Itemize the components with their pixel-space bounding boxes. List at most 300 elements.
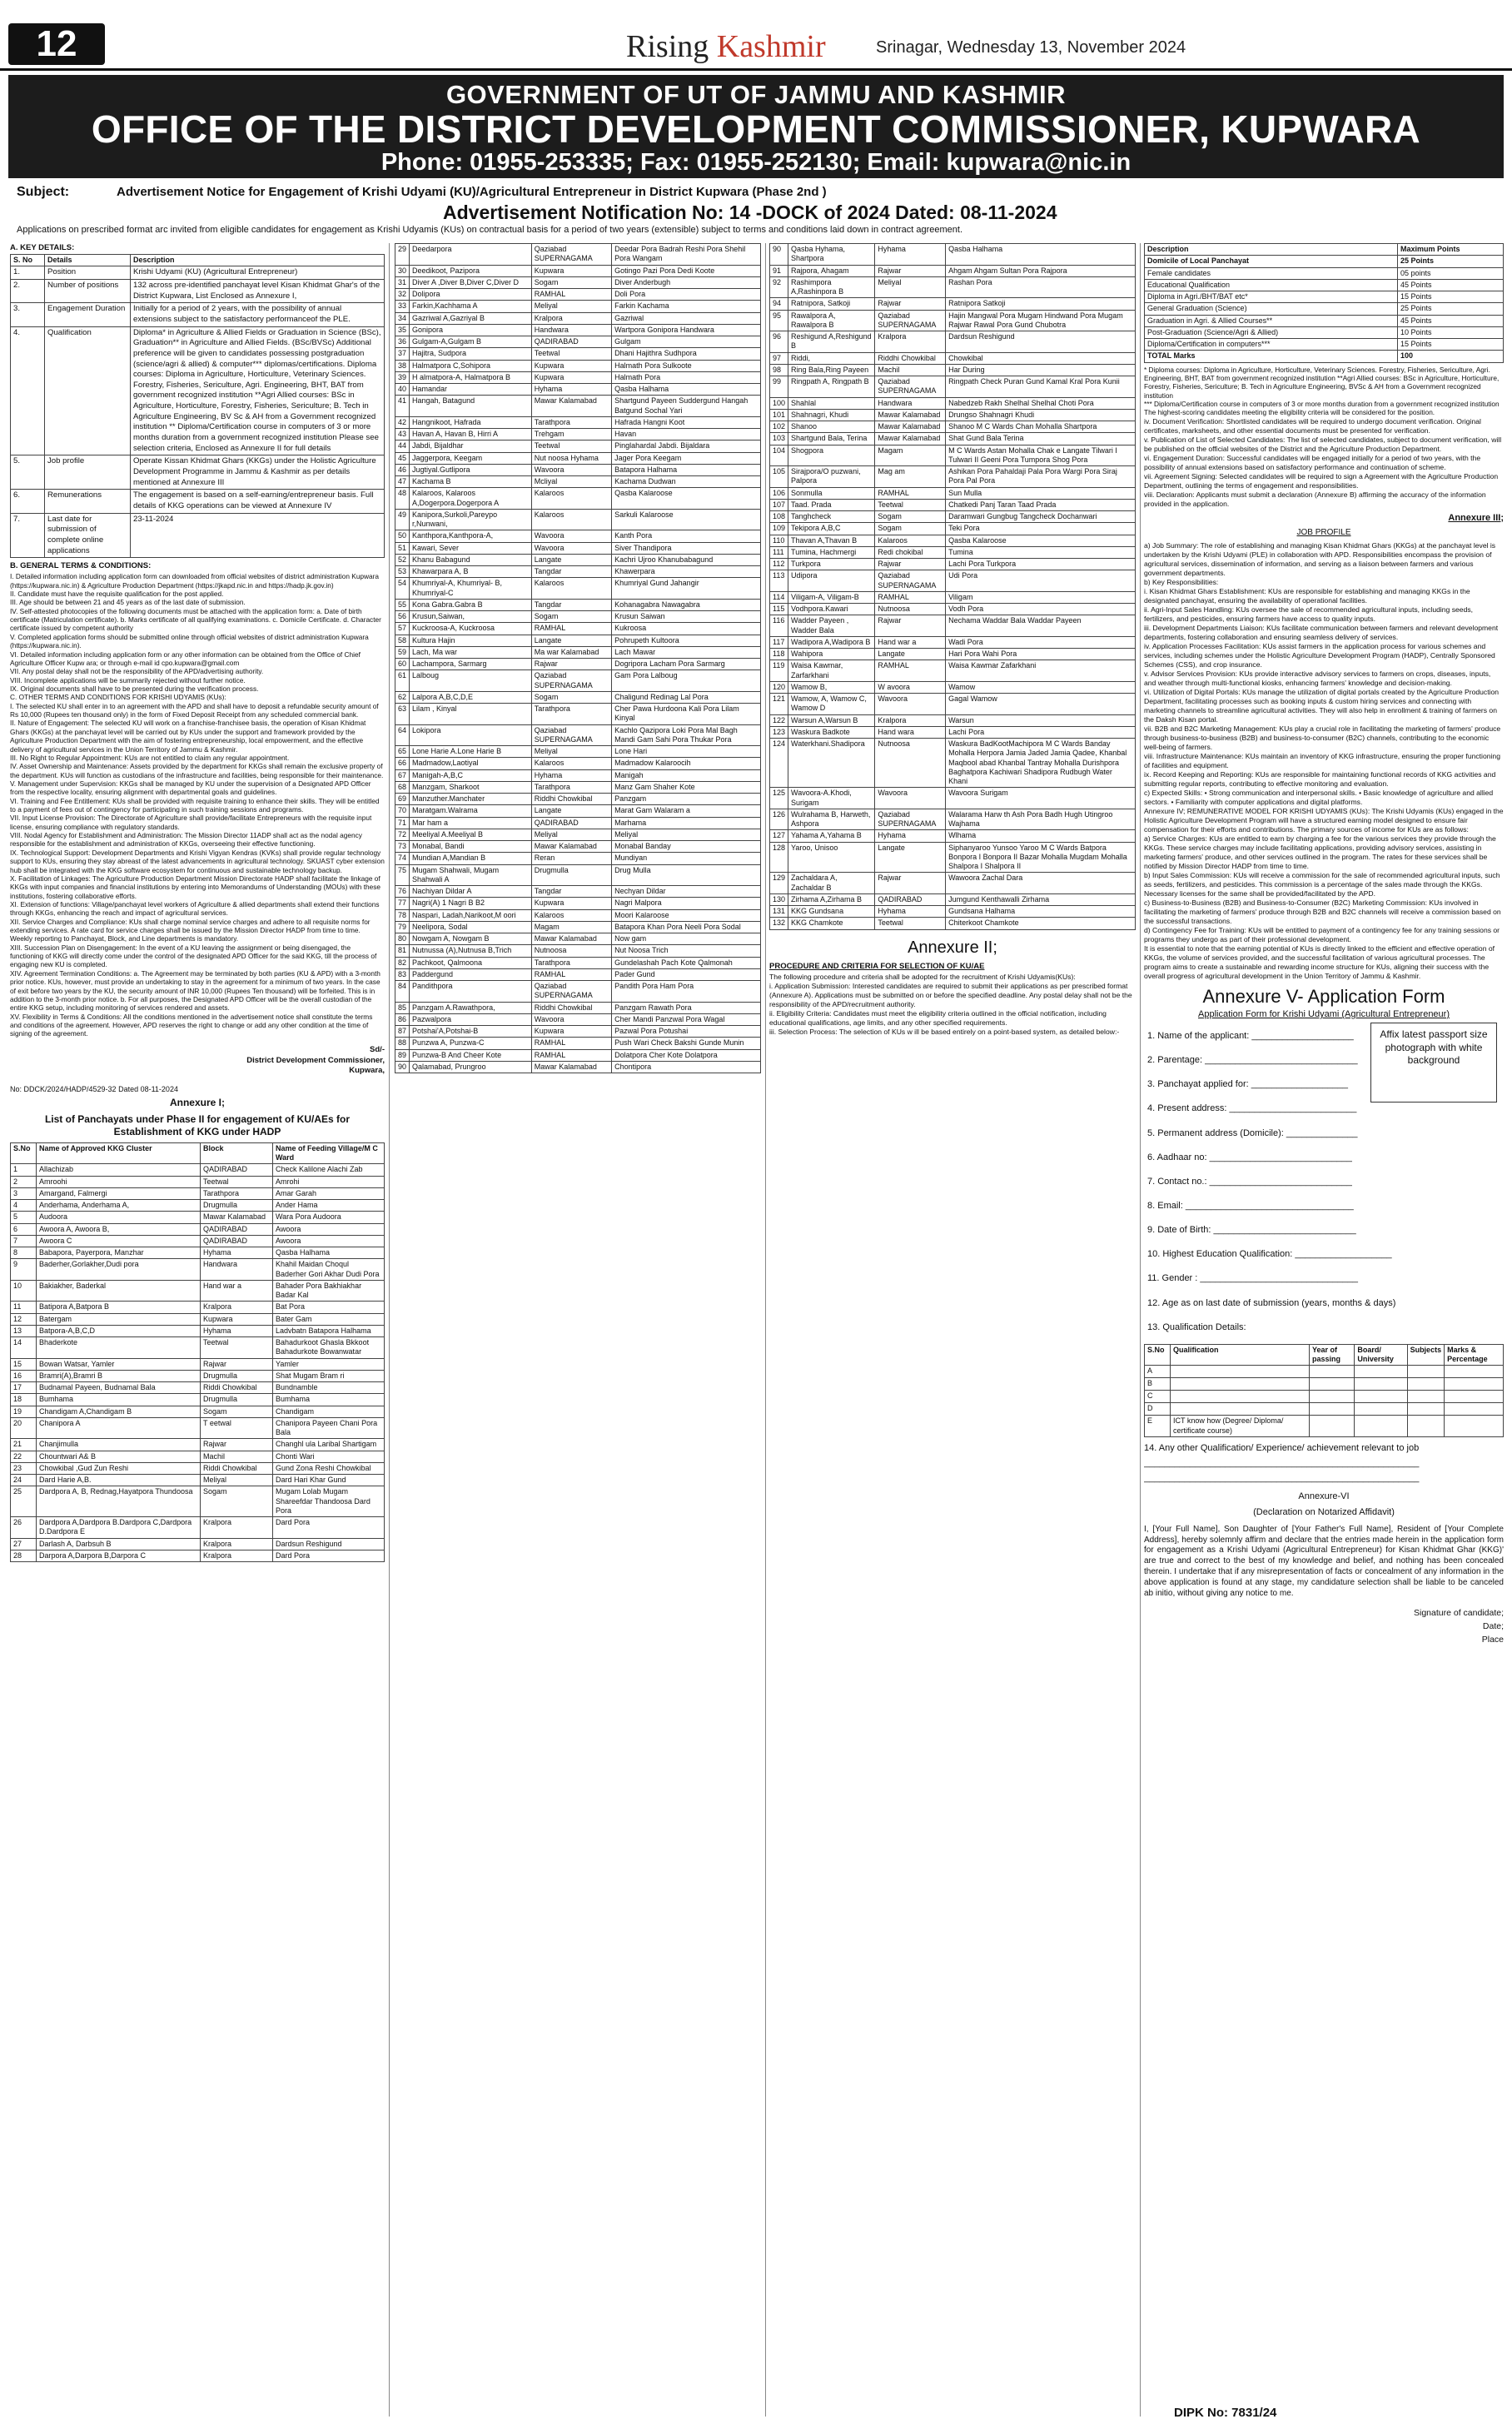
table-cell: 27 bbox=[11, 1538, 37, 1550]
table-cell: Mar ham a bbox=[410, 817, 532, 829]
table-cell: Hyhama bbox=[531, 769, 611, 781]
table-cell: Kawari, Sever bbox=[410, 542, 532, 554]
table-cell bbox=[1355, 1378, 1407, 1391]
terms-item: VII. Input License Provision: The Directorate of Agriculture shall provide/facilitate Entrepreneurs with the requisite input license, ensuring compliance with regulatory standards. bbox=[10, 814, 372, 831]
points-row bbox=[1145, 291, 1504, 303]
table-cell: Rajwar bbox=[201, 1439, 273, 1451]
table-cell: 34 bbox=[395, 312, 410, 324]
key-details-row bbox=[11, 513, 385, 558]
table-cell: 42 bbox=[395, 416, 410, 428]
table-cell: 72 bbox=[395, 829, 410, 840]
table-cell: 109 bbox=[770, 523, 788, 535]
table-cell: 45 Points bbox=[1398, 315, 1504, 326]
table-row bbox=[770, 310, 1136, 331]
table-cell: Langate bbox=[531, 805, 611, 817]
table-cell: Halmatpora C,Sohipora bbox=[410, 360, 532, 371]
table-row bbox=[395, 384, 761, 396]
table-row bbox=[395, 301, 761, 312]
table-cell: 47 bbox=[395, 476, 410, 488]
table-cell: 77 bbox=[395, 898, 410, 909]
table-row bbox=[770, 535, 1136, 546]
table-cell: Mawar Kalamabad bbox=[531, 933, 611, 945]
table-cell: Kupwara bbox=[531, 898, 611, 909]
table-cell: Deedarpora bbox=[410, 244, 532, 266]
key-details-row bbox=[11, 455, 385, 490]
table-cell: Wadipora A,Wadipora B bbox=[788, 636, 875, 648]
table-row bbox=[11, 1486, 385, 1517]
table-cell: Tekipora A,B,C bbox=[788, 523, 875, 535]
table-row bbox=[395, 476, 761, 488]
table-cell: Chanipora A bbox=[37, 1417, 201, 1439]
table-cell: Batipora A,Batpora B bbox=[37, 1302, 201, 1313]
table-row bbox=[395, 1026, 761, 1038]
table-cell: 4. bbox=[11, 326, 45, 455]
points-row bbox=[1145, 256, 1504, 267]
table-cell: Batpora-A,B,C,D bbox=[37, 1325, 201, 1336]
table-cell: Awoora A, Awoora B, bbox=[37, 1223, 201, 1235]
job-profile-item: iii. Development Departments Liaison: KUs facilitate communication between farmers and relevant development departments, fostering collaboration and ensuring seamless delivery of services. bbox=[1144, 623, 1499, 641]
table-cell: Chanipora Payeen Chani Pora Bala bbox=[273, 1417, 385, 1439]
table-row bbox=[11, 1517, 385, 1539]
table-cell: Female candidates bbox=[1145, 267, 1398, 279]
table-cell: 86 bbox=[395, 1013, 410, 1025]
table-row bbox=[770, 511, 1136, 523]
table-cell: Farkin,Kachhama A bbox=[410, 301, 532, 312]
table-cell: Rajwar bbox=[875, 615, 946, 637]
table-cell: Chanjimulla bbox=[37, 1439, 201, 1451]
table-cell: Bowan Watsar, Yamler bbox=[37, 1358, 201, 1370]
table-cell: Riddi, bbox=[788, 352, 875, 364]
table-cell: Jabdi, Bijaldhar bbox=[410, 441, 532, 452]
table-cell: Kanthpora,Kanthpora-A, bbox=[410, 530, 532, 542]
job-profile-item: i. Kisan Khidmat Ghars Establishment: KUs are responsible for establishing and managing KKGs in the designated panchayat, ensuring the availability of operational facilities. bbox=[1144, 586, 1470, 605]
table-cell: Manz Gam Shaher Kote bbox=[612, 781, 761, 793]
table-cell: Sarkuli Kalaroose bbox=[612, 509, 761, 530]
table-cell: Dardsun Reshigund bbox=[946, 331, 1136, 353]
table-cell: Potshai'A,Potshai-B bbox=[410, 1026, 532, 1038]
table-cell: 11 bbox=[11, 1302, 37, 1313]
job-profile-item: v. Advisor Services Provision: KUs provide interactive advisory services to farmers on crops, diseases, inputs, and weather through multi-functional kiosks, enhancing farmers' knowledge and decision-making. bbox=[1144, 669, 1491, 687]
table-cell: Shat Mugam Bram ri bbox=[273, 1370, 385, 1381]
table-cell: Kuckroosa-A, Kuckroosa bbox=[410, 623, 532, 635]
table-cell bbox=[1407, 1366, 1445, 1378]
table-cell: 128 bbox=[770, 842, 788, 873]
table-cell: Havan bbox=[612, 429, 761, 441]
table-cell: E bbox=[1145, 1416, 1171, 1437]
table-cell: 65 bbox=[395, 746, 410, 758]
table-cell: Meliyal bbox=[531, 746, 611, 758]
table-cell: Now gam bbox=[612, 933, 761, 945]
table-cell: Rajwar bbox=[531, 659, 611, 670]
qualification-row bbox=[1145, 1366, 1504, 1378]
table-cell: Mawar Kalamabad bbox=[531, 396, 611, 417]
table-cell: Diploma in Agri./BHT/BAT etc* bbox=[1145, 291, 1398, 303]
table-cell: Yaroo, Unisoo bbox=[788, 842, 875, 873]
table-cell: 56 bbox=[395, 611, 410, 623]
application-form bbox=[1144, 986, 1504, 1647]
table-cell: Vodhpora.Kawari bbox=[788, 604, 875, 615]
table-cell: Khahil Maidan Choqul Baderher Gori Akhar Dudi Pora bbox=[273, 1259, 385, 1281]
table-cell: 132 bbox=[770, 918, 788, 929]
table-cell: Shahlal bbox=[788, 397, 875, 409]
table-cell: Chandigam bbox=[273, 1406, 385, 1417]
table-cell: Hand war a bbox=[875, 636, 946, 648]
table-cell: QADIRABAD bbox=[875, 893, 946, 905]
table-cell: Langate bbox=[875, 649, 946, 660]
table-cell: Darpora A,Darpora B,Darpora C bbox=[37, 1550, 201, 1561]
table-cell: M C Wards Astan Mohalla Chak e Langate Tilwari I Tulwari II Geeni Pora Tumpora Shog Pora bbox=[946, 445, 1136, 466]
table-cell: Last date for submission of complete online applications bbox=[45, 513, 131, 558]
table-cell: 92 bbox=[770, 276, 788, 298]
table-cell: Mundiyan bbox=[612, 853, 761, 864]
table-cell: 57 bbox=[395, 623, 410, 635]
table-cell: QADIRABAD bbox=[531, 817, 611, 829]
table-cell: Graduation in Agri. & Allied Courses** bbox=[1145, 315, 1398, 326]
table-row bbox=[11, 1382, 385, 1394]
table-cell: Meliyal bbox=[531, 829, 611, 840]
terms-title: B. GENERAL TERMS & CONDITIONS: bbox=[10, 561, 152, 571]
table-row bbox=[11, 1313, 385, 1325]
table-cell bbox=[1355, 1416, 1407, 1437]
table-cell: Meliyal bbox=[201, 1475, 273, 1486]
table-cell: Wulrahama B, Harweth, Ashpora bbox=[788, 809, 875, 830]
table-cell: Qasba Kalaroose bbox=[946, 535, 1136, 546]
table-cell: 100 bbox=[1398, 351, 1504, 362]
table-cell: 38 bbox=[395, 360, 410, 371]
table-row bbox=[770, 591, 1136, 603]
table-cell: ICT know how (Degree/ Diploma/ certificate course) bbox=[1171, 1416, 1310, 1437]
terms-item: V. Management under Supervision: KKGs shall be managed by KU under the supervision of a Designated APD Officer from the respective locality, ensuring alignment with departmental goals and guidelines. bbox=[10, 779, 371, 797]
table-row bbox=[395, 312, 761, 324]
selection-step: iv. Document Verification: Shortlisted candidates will be required to undergo document verification. Original certificates, marksheets, and other essential documents must be presented for verification. bbox=[1144, 416, 1481, 435]
table-row bbox=[770, 842, 1136, 873]
table-cell: Kalaroos bbox=[531, 509, 611, 530]
table-cell: Initially for a period of 2 years, with the possibility of annual extensions subject to the satisfactory performanceof the PLE. bbox=[131, 303, 385, 326]
table-cell: 17 bbox=[11, 1382, 37, 1394]
table-cell: Viligam-A, Viligam-B bbox=[788, 591, 875, 603]
table-cell: 25 Points bbox=[1398, 256, 1504, 267]
column-divider bbox=[1140, 243, 1141, 2417]
table-row bbox=[770, 918, 1136, 929]
table-cell: Kultura Hajin bbox=[410, 635, 532, 646]
table-row bbox=[395, 817, 761, 829]
table-cell: 54 bbox=[395, 578, 410, 600]
table-cell: Shogpora bbox=[788, 445, 875, 466]
table-cell: Kalaroos bbox=[531, 758, 611, 769]
table-row bbox=[395, 704, 761, 725]
table-row bbox=[395, 416, 761, 428]
table-cell: Tangdar bbox=[531, 886, 611, 898]
table-row bbox=[395, 289, 761, 301]
table-cell: Hyhama bbox=[875, 906, 946, 918]
table-cell: 101 bbox=[770, 409, 788, 421]
table-cell: Number of positions bbox=[45, 279, 131, 302]
table-cell: Kralpora bbox=[201, 1538, 273, 1550]
table-cell: Hyhama bbox=[875, 244, 946, 266]
table-cell: Waskura Badkote bbox=[788, 726, 875, 738]
table-cell: 87 bbox=[395, 1026, 410, 1038]
table-cell: Nut Noosa Trich bbox=[612, 945, 761, 957]
table-cell: RAMHAL bbox=[531, 968, 611, 980]
table-cell bbox=[1355, 1391, 1407, 1403]
table-row bbox=[770, 409, 1136, 421]
table-cell: 33 bbox=[395, 301, 410, 312]
table-cell: Mugam Shahwali, Mugam Shahwali A bbox=[410, 864, 532, 886]
table-cell: 35 bbox=[395, 324, 410, 336]
job-profile-item: b) Key Responsibilities: bbox=[1144, 577, 1219, 586]
table-cell: Mag am bbox=[875, 466, 946, 488]
table-cell: Kukroosa bbox=[612, 623, 761, 635]
table-cell: 74 bbox=[395, 853, 410, 864]
table-row bbox=[395, 324, 761, 336]
table-cell bbox=[1310, 1391, 1355, 1403]
table-row bbox=[395, 1061, 761, 1073]
table-row bbox=[11, 1550, 385, 1561]
terms-item: XII. Service Charges and Compliance: KUs shall charge nominal service charges and adhere to all requisite norms for extending services. A rate card for service charges shall be issued by the Mission Director HADP from time to time. Weekly reporting to Panchayat, Block, and Line departments is mandatory. bbox=[10, 917, 371, 943]
table-cell: Waisa Kawmar Zafarkhani bbox=[946, 660, 1136, 682]
table-cell: Mugam Lolab Mugam Shareefdar Thandoosa Dard Pora bbox=[273, 1486, 385, 1517]
table-cell: Sogam bbox=[875, 523, 946, 535]
points-header bbox=[1145, 244, 1504, 256]
table-cell: 71 bbox=[395, 817, 410, 829]
job-profile-item: c) Expected Skills: • Strong communication and interpersonal skills. • Basic knowledge of agriculture and allied sectors. • Familiarity with computer applications and digital platforms. bbox=[1144, 788, 1494, 806]
table-row bbox=[11, 1164, 385, 1176]
table-cell: Qaziabad SUPERNAGAMA bbox=[531, 244, 611, 266]
table-cell: Shanoo bbox=[788, 421, 875, 433]
table-cell: Awoora bbox=[273, 1223, 385, 1235]
table-cell: Meliyal bbox=[531, 301, 611, 312]
table-cell: Neelipora, Sodal bbox=[410, 921, 532, 933]
table-row bbox=[395, 441, 761, 452]
table-cell: Kralpora bbox=[201, 1550, 273, 1561]
table-cell: Wavoora bbox=[531, 464, 611, 475]
table-row bbox=[395, 578, 761, 600]
job-profile-item: vi. Utilization of Digital Portals: KUs manage the utilization of digital portals created by the Agriculture Production Department, facilitating processes such as booking inputs & custom hiring services and connecting with marketing channels to streamline agricultural activities. They will also help in enrollment & training of farmers on the Daksh Kisan portal. bbox=[1144, 687, 1500, 724]
table-cell: Lilam , Kinyal bbox=[410, 704, 532, 725]
table-row bbox=[11, 1394, 385, 1406]
table-cell: 1. bbox=[11, 266, 45, 280]
table-cell: Cher Mandi Panzwal Pora Wagal bbox=[612, 1013, 761, 1025]
table-cell: 94 bbox=[770, 298, 788, 310]
table-row bbox=[11, 1538, 385, 1550]
table-cell: 30 bbox=[395, 265, 410, 276]
annexure-1-title: Annexure I; bbox=[169, 1097, 225, 1109]
table-cell: Teetwal bbox=[531, 441, 611, 452]
table-cell: Dard Harie A,B. bbox=[37, 1475, 201, 1486]
table-cell: 114 bbox=[770, 591, 788, 603]
table-row bbox=[11, 1187, 385, 1199]
table-row bbox=[395, 530, 761, 542]
candidate-signature bbox=[1144, 1607, 1504, 1646]
terms-item: IX. Technological Support: Development Departments and Krishi Vigyan Kendras (KVKs) shall provide regular technology support to KUs, ensuring they stay abreast of the latest advancements in agricultural technology. SKUAST cyber extension hub shall be integrated with the KKG software ecosystem for continuous and sustainable technology backup. bbox=[10, 848, 385, 874]
table-cell: Yahama A,Yahama B bbox=[788, 830, 875, 842]
terms-item: II. Candidate must have the requisite qualification for the post applied. bbox=[10, 590, 224, 599]
table-cell: 113 bbox=[770, 570, 788, 592]
table-cell: Dardsun Reshigund bbox=[273, 1538, 385, 1550]
table-cell: Tarathpora bbox=[201, 1187, 273, 1199]
table-cell: Sonmulla bbox=[788, 487, 875, 499]
table-cell: 103 bbox=[770, 433, 788, 445]
table-cell: 126 bbox=[770, 809, 788, 830]
table-row bbox=[395, 554, 761, 565]
table-cell: Position bbox=[45, 266, 131, 280]
qualification-row bbox=[1145, 1416, 1504, 1437]
table-cell: Punzwa A, Punzwa-C bbox=[410, 1038, 532, 1049]
table-cell: Lachi Pora Turkpora bbox=[946, 559, 1136, 570]
points-row bbox=[1145, 279, 1504, 291]
table-cell bbox=[1407, 1403, 1445, 1416]
table-cell: Chountwari A& B bbox=[37, 1451, 201, 1462]
terms-item: III. Age should be between 21 and 45 years as of the last date of submission. bbox=[10, 598, 246, 607]
table-cell: Pinglahardal Jabdi. Bijaldara bbox=[612, 441, 761, 452]
table-cell: Sogam bbox=[201, 1486, 273, 1517]
table-cell: Krishi Udyami (KU) (Agricultural Entrepreneur) bbox=[131, 266, 385, 280]
table-cell: Har During bbox=[946, 364, 1136, 376]
table-cell: 70 bbox=[395, 805, 410, 817]
advertisement-number: Advertisement Notification No: 14 -DOCK of 2024 Dated: 08-11-2024 bbox=[443, 202, 1057, 223]
table-cell: Mawar Kalamabad bbox=[875, 421, 946, 433]
table-cell: Lone Harie A.Lone Harie B bbox=[410, 746, 532, 758]
table-cell: 40 bbox=[395, 384, 410, 396]
table-cell: Qaziabad SUPERNAGAMA bbox=[875, 809, 946, 830]
table-row bbox=[11, 1439, 385, 1451]
table-cell: Hand wara bbox=[875, 726, 946, 738]
table-row bbox=[395, 635, 761, 646]
form-field: 13. Qualification Details: bbox=[1147, 1322, 1246, 1332]
table-cell: Rajwar bbox=[201, 1358, 273, 1370]
table-cell bbox=[1445, 1366, 1504, 1378]
table-row bbox=[770, 893, 1136, 905]
table-row bbox=[395, 659, 761, 670]
blank-line: ______________________________________________________ bbox=[1144, 1473, 1420, 1484]
table-cell: Amargand, Falmergi bbox=[37, 1187, 201, 1199]
table-row bbox=[395, 464, 761, 475]
table-cell: Hari Pora Wahi Pora bbox=[946, 649, 1136, 660]
key-details-row bbox=[11, 303, 385, 326]
table-row bbox=[770, 364, 1136, 376]
table-cell: B bbox=[1145, 1378, 1171, 1391]
table-cell: Khawarpara A, B bbox=[410, 566, 532, 578]
table-row bbox=[11, 1223, 385, 1235]
table-row bbox=[395, 746, 761, 758]
table-cell: 43 bbox=[395, 429, 410, 441]
table-cell: Sirajpora/O puzwani, Palpora bbox=[788, 466, 875, 488]
table-row bbox=[395, 396, 761, 417]
table-cell: 31 bbox=[395, 276, 410, 288]
job-profile-item: iv. Application Processes Facilitation: KUs assist farmers in the application process for various schemes and services, including schemes under the Holistic Agriculture Development Program (HADP), Centrally Sponsored Schemes (CSS), and crop insurance. bbox=[1144, 641, 1495, 669]
table-cell: Tarathpora bbox=[531, 781, 611, 793]
form-field: 6. Aadhaar no: ____________________________ bbox=[1147, 1152, 1352, 1162]
annexure-3-title: Annexure III; bbox=[1448, 512, 1504, 523]
table-cell: Sogam bbox=[875, 511, 946, 523]
table-cell: 120 bbox=[770, 681, 788, 693]
table-cell: KKG Gundsana bbox=[788, 906, 875, 918]
table-row bbox=[395, 691, 761, 703]
table-cell: Job profile bbox=[45, 455, 131, 490]
table-cell: 64 bbox=[395, 724, 410, 746]
table-cell: Tarathpora bbox=[531, 957, 611, 968]
table-cell: Kachama B bbox=[410, 476, 532, 488]
table-cell: Nabedzeb Rakh Shelhal Shelhal Choti Pora bbox=[946, 397, 1136, 409]
table-row bbox=[770, 276, 1136, 298]
table-cell: 108 bbox=[770, 511, 788, 523]
table-cell: Pohrupeth Kultoora bbox=[612, 635, 761, 646]
selection-step: iii. Selection Process: The selection of KUs w ill be based entirely on a point-based system, as detailed below:- bbox=[769, 1027, 1120, 1036]
signature-block bbox=[10, 1045, 385, 1077]
signature-line: Sd/- bbox=[370, 1044, 385, 1054]
table-row bbox=[11, 1280, 385, 1302]
points-note: *** Diploma/Certification course in computers of 3 or more months duration from a government recognized institution bbox=[1144, 399, 1500, 408]
table-cell: TOTAL Marks bbox=[1145, 351, 1398, 362]
table-cell: 78 bbox=[395, 909, 410, 921]
table-cell: 3. bbox=[11, 303, 45, 326]
table-cell: 116 bbox=[770, 615, 788, 637]
table-cell bbox=[1310, 1416, 1355, 1437]
table-cell bbox=[1445, 1391, 1504, 1403]
table-row bbox=[395, 670, 761, 692]
table-cell: RAMHAL bbox=[531, 289, 611, 301]
job-profile-item: vii. B2B and B2C Marketing Management: KUs play a crucial role in facilitating the marketing of farmers' produce through business-to-business (B2B) and business-to-consumer (B2C) channels, contributing to the economic well-being of farmers. bbox=[1144, 724, 1501, 751]
table-row bbox=[395, 898, 761, 909]
table-cell: Nutnoosa bbox=[875, 739, 946, 788]
table-cell: Sogam bbox=[531, 691, 611, 703]
table-row bbox=[770, 331, 1136, 353]
table-row bbox=[770, 788, 1136, 809]
table-cell: Rajwar bbox=[875, 873, 946, 894]
table-cell: Pachkoot, Qalmoona bbox=[410, 957, 532, 968]
table-cell: Batapora Khan Pora Neeli Pora Sodal bbox=[612, 921, 761, 933]
table-cell: Teetwal bbox=[875, 918, 946, 929]
table-cell: 67 bbox=[395, 769, 410, 781]
subject-text: Advertisement Notice for Engagement of Krishi Udyami (KU)/Agricultural Entrepreneur in District Kupwara (Phase 2nd ) bbox=[117, 185, 827, 199]
terms-item: IV. Self-attested photocopies of the following documents must be attached with the application form: a. Date of birth certificate (Matriculation certificate). b. Marks certificate of all qualifying examinations. c. Domicile Certificate. d. Character certificate issued by competent authority bbox=[10, 606, 381, 633]
table-cell: Sun Mulla bbox=[946, 487, 1136, 499]
table-cell: Drugmulla bbox=[201, 1200, 273, 1212]
table-cell: 76 bbox=[395, 886, 410, 898]
table-cell: 28 bbox=[11, 1550, 37, 1561]
table-cell: Nechama Waddar Bala Waddar Payeen bbox=[946, 615, 1136, 637]
table-row bbox=[770, 694, 1136, 715]
job-profile-item: Annexure IV; REMUNERATIVE MODEL FOR KRISHI UDYAMIS (KUs): The Krishi Udyamis (KUs) engaged in the Holistic Agriculture Development Program will have a structured earning model designed to ensure fair compensation for their efforts and contributions. The primary sources of income for KUs are as follows: bbox=[1144, 806, 1504, 834]
table-cell: Kralpora bbox=[531, 312, 611, 324]
table-cell: 24 bbox=[11, 1475, 37, 1486]
table-cell: Gundelashah Pach Kote Qalmonah bbox=[612, 957, 761, 968]
table-cell: Trehgam bbox=[531, 429, 611, 441]
selection-step: v. Publication of List of Selected Candidates: The list of selected candidates, subject to document verification, will be published on the official websites of the District and the Agriculture Production Department. bbox=[1144, 435, 1502, 453]
terms-item: XIII. Succession Plan on Disengagement: In the event of a KU leaving the assignment or being disengaged, the functioning of KKG will directly come under the control of the designated APD Officer for the said KKG, till the process of engaging new KU is completed. bbox=[10, 943, 377, 969]
terms-item: C. OTHER TERMS AND CONDITIONS FOR KRISHI UDYAMIS (KUs): bbox=[10, 693, 226, 702]
table-cell: Operate Kissan Khidmat Ghars (KKGs) under the Holistic Agriculture Development Programme in Jammu & Kashmir as per details mentioned at Annexure III bbox=[131, 455, 385, 490]
table-row bbox=[11, 1358, 385, 1370]
table-cell: Gagal Wamow bbox=[946, 694, 1136, 715]
table-cell: Kupwara bbox=[531, 371, 611, 383]
points-row bbox=[1145, 315, 1504, 326]
table-cell: 79 bbox=[395, 921, 410, 933]
table-row bbox=[11, 1176, 385, 1187]
table-cell: Dard Pora bbox=[273, 1517, 385, 1539]
table-cell: Drugmulla bbox=[201, 1394, 273, 1406]
table-cell: 51 bbox=[395, 542, 410, 554]
table-row bbox=[395, 886, 761, 898]
table-cell: Ander Hama bbox=[273, 1200, 385, 1212]
table-row bbox=[770, 809, 1136, 830]
table-cell: Ringpath A, Ringpath B bbox=[788, 376, 875, 398]
table-row bbox=[395, 566, 761, 578]
table-cell: Shartgund Payeen Suddergund Hangah Batgund Sochal Yari bbox=[612, 396, 761, 417]
table-cell: Post-Graduation (Science/Agri & Allied) bbox=[1145, 326, 1398, 338]
table-cell: 5 bbox=[11, 1212, 37, 1223]
table-row bbox=[770, 873, 1136, 894]
